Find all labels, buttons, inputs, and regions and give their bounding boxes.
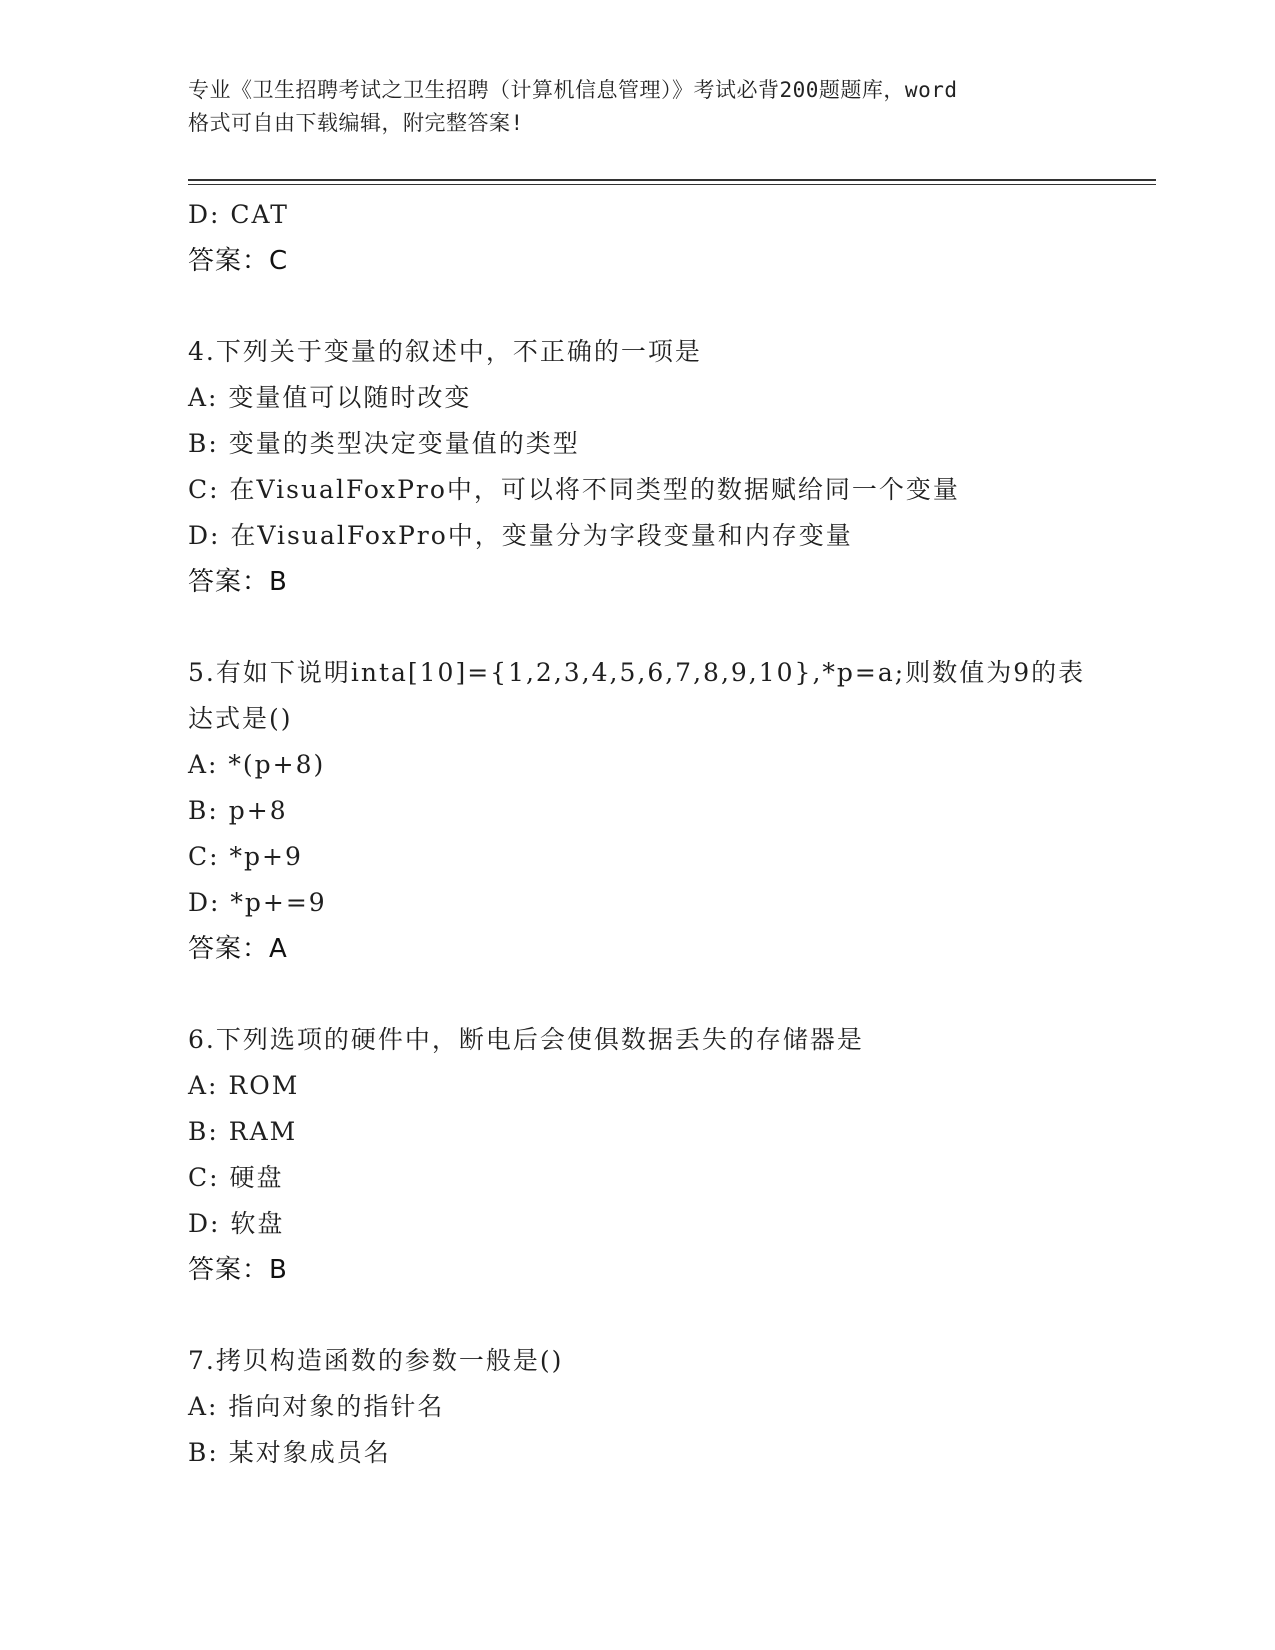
question-stem: 5.有如下说明inta[10]={1,2,3,4,5,6,7,8,9,10},*p=a;则数值为9的表达式是() <box>188 658 1086 733</box>
header-divider <box>188 179 1156 181</box>
option-b: B: p+8 <box>188 796 288 825</box>
header-divider-thin <box>188 184 1156 185</box>
option-a: A: ROM <box>188 1071 300 1100</box>
option-d: D: CAT <box>188 200 289 229</box>
question-6 <box>188 1017 1148 1293</box>
option-b: B: 某对象成员名 <box>188 1438 391 1467</box>
spacer <box>188 972 1148 1017</box>
option-a: A: 指向对象的指针名 <box>188 1392 445 1421</box>
document-header <box>188 74 1088 140</box>
option-c: C: *p+9 <box>188 842 303 871</box>
question-stem: 6.下列选项的硬件中，断电后会使俱数据丢失的存储器是 <box>188 1025 864 1054</box>
option-d: D: 软盘 <box>188 1209 285 1238</box>
answer-line: 答案：B <box>188 1255 288 1285</box>
question-stem: 4.下列关于变量的叙述中，不正确的一项是 <box>188 337 702 366</box>
option-a: A: *(p+8) <box>188 750 326 779</box>
question-list <box>188 192 1148 1476</box>
question-stem: 7.拷贝构造函数的参数一般是() <box>188 1346 564 1375</box>
question-7 <box>188 1338 1148 1476</box>
option-d: D: 在VisualFoxPro中，变量分为字段变量和内存变量 <box>188 521 853 550</box>
option-b: B: 变量的类型决定变量值的类型 <box>188 429 580 458</box>
header-title-line-2: 格式可自由下载编辑，附完整答案! <box>188 111 524 135</box>
question-4 <box>188 329 1148 605</box>
spacer <box>188 605 1148 650</box>
option-d: D: *p+=9 <box>188 888 327 917</box>
question-5 <box>188 650 1148 972</box>
spacer <box>188 284 1148 329</box>
option-a: A: 变量值可以随时改变 <box>188 383 472 412</box>
header-title-line-1: 专业《卫生招聘考试之卫生招聘（计算机信息管理）》考试必背200题题库，word <box>188 78 958 102</box>
option-c: C: 硬盘 <box>188 1163 284 1192</box>
answer-line: 答案：B <box>188 567 288 597</box>
answer-line: 答案：C <box>188 246 289 276</box>
spacer <box>188 1293 1148 1338</box>
option-c: C: 在VisualFoxPro中，可以将不同类型的数据赋给同一个变量 <box>188 475 960 504</box>
option-b: B: RAM <box>188 1117 298 1146</box>
answer-line: 答案：A <box>188 934 288 964</box>
question-3-partial <box>188 192 1148 284</box>
